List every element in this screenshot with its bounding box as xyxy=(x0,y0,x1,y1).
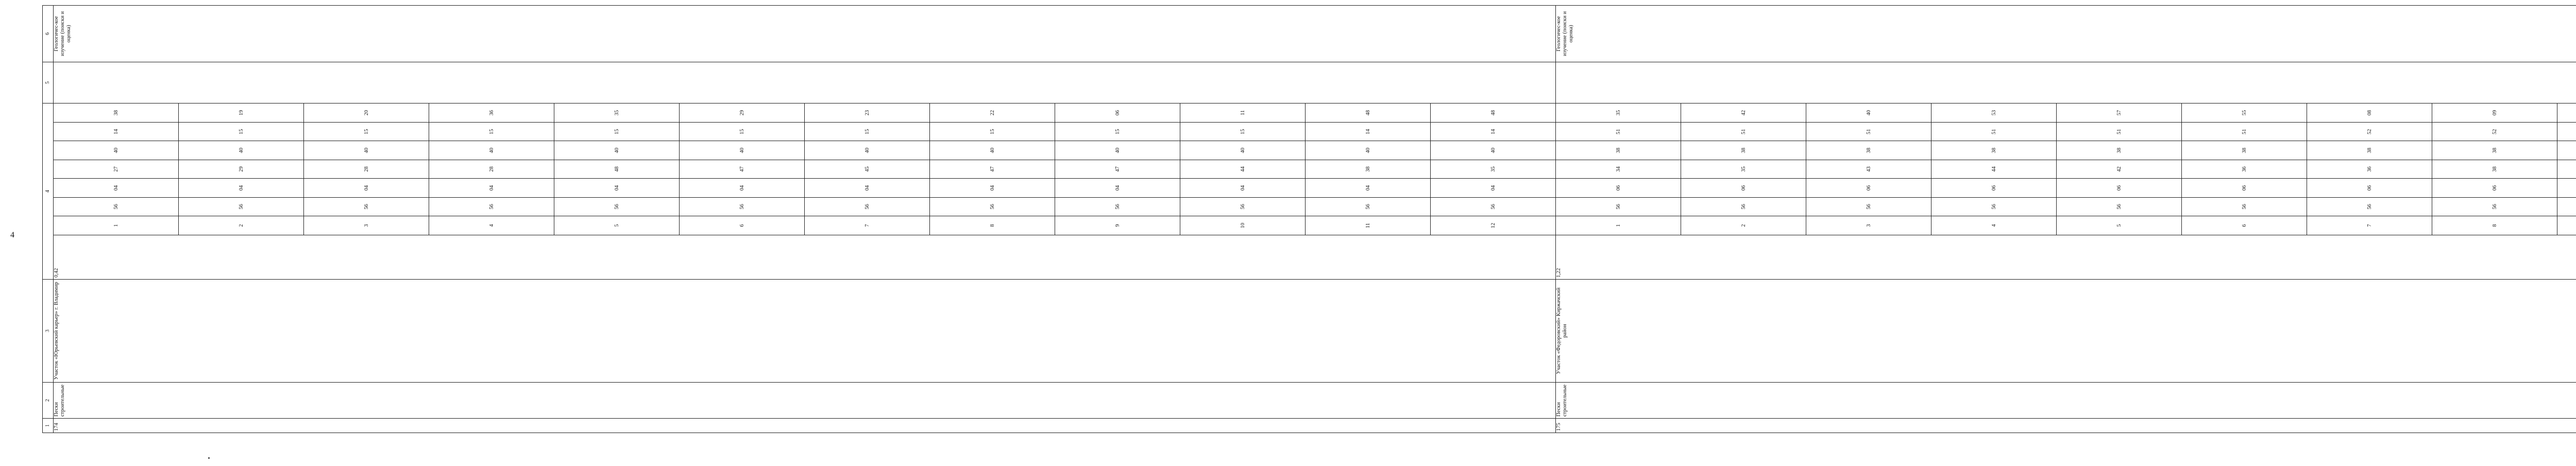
coordinate-value: 56 xyxy=(1806,197,1931,216)
coordinate-value: 35 xyxy=(1681,160,1806,178)
coordinate-value: 56 xyxy=(1431,197,1556,216)
point-number: 6 xyxy=(680,216,805,235)
coordinate-value: 35 xyxy=(1431,160,1556,178)
coordinate-value: 06 xyxy=(2182,179,2307,197)
record-number: 174 xyxy=(54,419,1556,433)
column-number-row xyxy=(43,6,54,433)
coordinate-row xyxy=(1055,103,1180,235)
coordinate-value: 27 xyxy=(54,160,179,178)
coordinate-row xyxy=(429,103,554,235)
point-number: 11 xyxy=(1306,216,1431,235)
coordinate-value: 56 xyxy=(54,197,179,216)
coordinate-value: 48 xyxy=(1490,110,1496,116)
coordinate-value: 38 xyxy=(2432,141,2557,160)
coordinate-value: 38 xyxy=(2307,141,2432,160)
coordinate-value: 15 xyxy=(554,122,680,141)
coordinate-value: 38 xyxy=(1931,141,2057,160)
coordinate-row xyxy=(1681,103,1806,235)
column-number: 2 xyxy=(43,383,54,419)
coordinate-value: 06 xyxy=(1931,179,2057,197)
point-number: 3 xyxy=(304,216,429,235)
column-5-cell xyxy=(1556,62,2576,103)
coordinate-value: 38 xyxy=(1306,160,1431,178)
coordinate-value: 04 xyxy=(554,179,680,197)
coordinate-value: 36 xyxy=(2307,160,2432,178)
coordinate-value: 28 xyxy=(429,160,554,178)
point-number: 1 xyxy=(54,216,179,235)
point-number: 6 xyxy=(2182,216,2307,235)
coordinate-value: 47 xyxy=(930,160,1055,178)
coordinate-value: 56 xyxy=(554,197,680,216)
coordinate-value xyxy=(2557,122,2576,141)
coordinate-value: 20 xyxy=(304,103,429,122)
coordinate-value: 48 xyxy=(1306,103,1431,122)
coordinate-value: 38 xyxy=(1556,141,1681,160)
coordinate-value: 04 xyxy=(54,179,179,197)
coordinate-row xyxy=(1556,103,1681,235)
coordinate-value: 15 xyxy=(179,122,304,141)
coordinate-value xyxy=(2557,197,2576,216)
coordinates-table xyxy=(1556,103,2576,235)
coordinate-row xyxy=(1931,103,2057,235)
coordinate-row xyxy=(554,103,680,235)
coordinate-value: 47 xyxy=(1055,160,1180,178)
coordinate-value: 40 xyxy=(1055,141,1180,160)
coordinate-value: 15 xyxy=(429,122,554,141)
site-location: Участок «Федоровский» Киржачский район xyxy=(1556,280,2576,383)
coordinate-row xyxy=(2557,103,2576,235)
point-number: 5 xyxy=(554,216,680,235)
coordinate-value: 29 xyxy=(680,103,805,122)
coordinate-row xyxy=(1431,103,1556,235)
coordinate-value: 56 xyxy=(2307,197,2432,216)
coordinate-value: 38 xyxy=(54,103,179,122)
coordinate-row xyxy=(2432,103,2557,235)
coordinate-value: 34 xyxy=(1556,160,1681,178)
coordinate-row xyxy=(2307,103,2432,235)
point-number xyxy=(2557,216,2576,235)
coordinate-value: 52 xyxy=(2432,122,2557,141)
coordinate-value: 40 xyxy=(304,141,429,160)
coordinate-value: 38 xyxy=(2432,160,2557,178)
coordinate-value: 44 xyxy=(1180,160,1306,178)
site-area: 1,22 xyxy=(1556,235,2576,280)
coordinate-value: 06 xyxy=(1055,103,1180,122)
coordinate-value: 14 xyxy=(54,122,179,141)
coordinate-value: 38 xyxy=(2057,141,2182,160)
coordinates-cell xyxy=(54,103,1556,235)
coordinate-row xyxy=(179,103,304,235)
coordinate-value: 14 xyxy=(1431,122,1556,141)
point-number: 7 xyxy=(2307,216,2432,235)
coordinate-value: 45 xyxy=(805,160,930,178)
point-number: 2 xyxy=(179,216,304,235)
license-purpose: Геологичес-кое изучение (поиски и оценка) xyxy=(1556,6,2576,62)
coordinate-value: 19 xyxy=(179,103,304,122)
coordinate-row xyxy=(1306,103,1431,235)
coordinate-value: 43 xyxy=(1806,160,1931,178)
coordinate-value: 56 xyxy=(1681,197,1806,216)
point-number: 2 xyxy=(1681,216,1806,235)
coordinate-value: 36 xyxy=(429,103,554,122)
coordinate-value: 38 xyxy=(2182,141,2307,160)
coordinate-row xyxy=(1180,103,1306,235)
coordinate-value: 04 xyxy=(930,179,1055,197)
coordinate-value: 06 xyxy=(2307,179,2432,197)
coordinate-value: 40 xyxy=(930,141,1055,160)
coordinate-value: 48 xyxy=(554,160,680,178)
coordinate-value: 56 xyxy=(429,197,554,216)
coordinate-value: 04 xyxy=(304,179,429,197)
coordinate-value: 40 xyxy=(54,141,179,160)
coordinate-value: 56 xyxy=(1306,197,1431,216)
coordinate-value: 51 xyxy=(1681,122,1806,141)
coordinate-value: 42 xyxy=(1681,103,1806,122)
coordinate-value: 08 xyxy=(2307,103,2432,122)
point-number: 1 xyxy=(1556,216,1681,235)
coordinate-value: 14 xyxy=(1306,122,1431,141)
column-number: 3 xyxy=(43,280,54,383)
license-purpose: Геологичес-кое изучение (поиски и оценка) xyxy=(54,6,1556,62)
coordinate-value: 11 xyxy=(1180,103,1306,122)
coordinate-value: 56 xyxy=(1556,197,1681,216)
coordinate-value: 40 xyxy=(680,141,805,160)
coordinate-value: 57 xyxy=(2057,103,2182,122)
coordinate-value: 40 xyxy=(179,141,304,160)
coordinate-value: 56 xyxy=(805,197,930,216)
coordinate-value: 23 xyxy=(805,103,930,122)
point-number: 3 xyxy=(1806,216,1931,235)
coordinate-value: 42 xyxy=(2057,160,2182,178)
coordinate-value: 35 xyxy=(1556,103,1681,122)
coordinate-value: 56 xyxy=(179,197,304,216)
point-number: 10 xyxy=(1180,216,1306,235)
scan-speck xyxy=(208,457,210,459)
coordinate-value: 15 xyxy=(680,122,805,141)
coordinate-value: 56 xyxy=(1055,197,1180,216)
coordinate-value xyxy=(2557,103,2576,122)
site-area: 0,42 xyxy=(54,235,1556,280)
coordinate-value: 56 xyxy=(680,197,805,216)
coordinate-value: 15 xyxy=(805,122,930,141)
coordinate-value: 06 xyxy=(2057,179,2182,197)
point-number: 8 xyxy=(2432,216,2557,235)
coordinate-value: 06 xyxy=(1806,179,1931,197)
coordinate-value: 22 xyxy=(930,103,1055,122)
coordinate-value: 44 xyxy=(1931,160,2057,178)
coordinate-value: 38 xyxy=(1806,141,1931,160)
coordinate-value: 40 xyxy=(1180,141,1306,160)
coordinate-value: 04 xyxy=(1180,179,1306,197)
coordinate-value: 04 xyxy=(1431,179,1556,197)
coordinate-value: 40 xyxy=(1431,141,1556,160)
coordinate-value: 56 xyxy=(1180,197,1306,216)
coordinate-value: 35 xyxy=(554,103,680,122)
coordinates-cell xyxy=(1556,103,2576,235)
license-table xyxy=(42,5,2576,433)
coordinate-value xyxy=(2557,179,2576,197)
coordinate-value: 51 xyxy=(1556,122,1681,141)
coordinate-value: 53 xyxy=(1931,103,2057,122)
coordinate-value: 56 xyxy=(2432,197,2557,216)
coordinate-value: 04 xyxy=(429,179,554,197)
coordinate-value: 51 xyxy=(1931,122,2057,141)
coordinate-value: 06 xyxy=(2432,179,2557,197)
mineral-type: Пески строительные xyxy=(1556,383,2576,419)
coordinate-row xyxy=(304,103,429,235)
coordinate-value: 51 xyxy=(2182,122,2307,141)
coordinate-value: 04 xyxy=(1306,179,1431,197)
coordinate-value: 28 xyxy=(304,160,429,178)
coordinate-row xyxy=(1806,103,1931,235)
coordinate-value xyxy=(2557,160,2576,178)
point-number: 7 xyxy=(805,216,930,235)
coordinate-value: 36 xyxy=(2182,160,2307,178)
site-location: Участок «Юрьевский карьер» г. Владимир xyxy=(54,280,1556,383)
column-number: 5 xyxy=(43,62,54,103)
coordinate-value: 29 xyxy=(179,160,304,178)
coordinate-value: 38 xyxy=(1681,141,1806,160)
coordinate-value: 15 xyxy=(930,122,1055,141)
coordinate-row xyxy=(2182,103,2307,235)
coordinate-value: 51 xyxy=(1806,122,1931,141)
coordinate-value: 40 xyxy=(805,141,930,160)
coordinate-value: 15 xyxy=(1055,122,1180,141)
coordinate-value: 52 xyxy=(2307,122,2432,141)
column-number: 6 xyxy=(43,6,54,62)
point-number: 4 xyxy=(429,216,554,235)
coordinate-value xyxy=(2557,141,2576,160)
coordinate-row xyxy=(54,103,179,235)
coordinate-value: 40 xyxy=(1306,141,1431,160)
point-number: 5 xyxy=(2057,216,2182,235)
point-number: 4 xyxy=(1931,216,2057,235)
coordinates-table xyxy=(54,103,1555,235)
coordinate-value: 15 xyxy=(1180,122,1306,141)
column-5-cell xyxy=(54,62,1556,103)
coordinate-value: 04 xyxy=(179,179,304,197)
coordinate-value: 04 xyxy=(1055,179,1180,197)
coordinate-row xyxy=(805,103,930,235)
coordinate-value: 04 xyxy=(805,179,930,197)
mineral-type: Пески строительные xyxy=(54,383,1556,419)
point-number: 9 xyxy=(1055,216,1180,235)
coordinate-value: 04 xyxy=(680,179,805,197)
coordinate-value: 06 xyxy=(1681,179,1806,197)
record-row xyxy=(54,6,1556,433)
coordinate-row xyxy=(930,103,1055,235)
coordinate-value: 56 xyxy=(2182,197,2307,216)
point-number: 8 xyxy=(930,216,1055,235)
page-number: 4 xyxy=(10,231,14,239)
coordinate-value: 09 xyxy=(2432,103,2557,122)
coordinate-value: 40 xyxy=(554,141,680,160)
coordinate-value: 55 xyxy=(2182,103,2307,122)
record-number: 175 xyxy=(1556,419,2576,433)
coordinate-value: 51 xyxy=(2057,122,2182,141)
point-number: 12 xyxy=(1431,216,1556,235)
coordinate-value: 56 xyxy=(304,197,429,216)
coordinate-row xyxy=(680,103,805,235)
coordinate-value: 06 xyxy=(1556,179,1681,197)
column-number: 1 xyxy=(43,419,54,433)
record-row xyxy=(1556,6,2576,433)
coordinate-value: 15 xyxy=(304,122,429,141)
coordinate-value: 56 xyxy=(1931,197,2057,216)
license-table-rotated xyxy=(42,6,2498,433)
coordinate-value: 40 xyxy=(429,141,554,160)
coordinate-value: 56 xyxy=(2057,197,2182,216)
coordinate-value: 47 xyxy=(680,160,805,178)
coordinate-value: 56 xyxy=(930,197,1055,216)
column-number: 4 xyxy=(43,103,54,280)
coordinate-row xyxy=(2057,103,2182,235)
coordinate-value: 40 xyxy=(1806,103,1931,122)
